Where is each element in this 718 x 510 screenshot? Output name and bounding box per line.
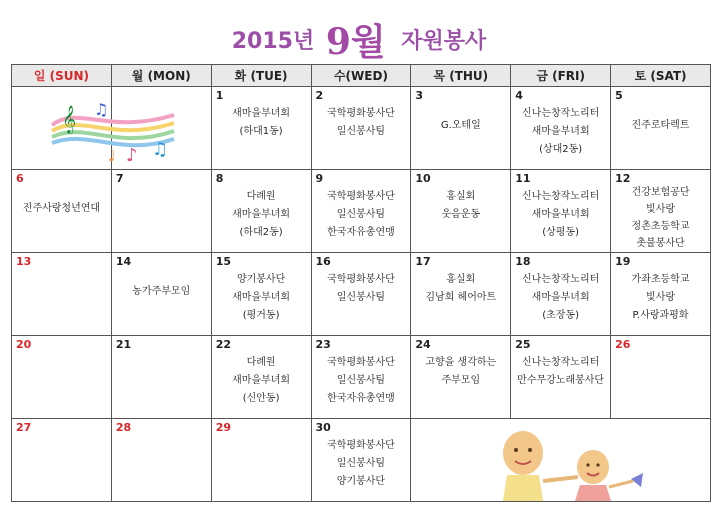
week-row [12,253,711,336]
event-item: 신나는창작노리터 [522,108,600,119]
event-item: 양기봉사단 [336,476,386,487]
day-number: 5 [615,89,623,102]
event-item: 새마을부녀회 [531,292,590,303]
day-cell[interactable] [611,253,711,336]
event-item: (평거동) [242,310,280,321]
day-events [513,188,608,242]
day-events [413,188,508,224]
day-events [114,283,209,301]
day-number: 6 [16,172,24,185]
event-item: 정촌초등학교 [631,221,690,232]
day-number: 13 [16,255,32,268]
day-number: 27 [16,421,32,434]
weekday-wed: 수(WED) [311,65,411,87]
event-item: 일신봉사팀 [336,375,386,386]
day-cell[interactable] [211,170,311,253]
event-item: (하대2동) [239,227,283,238]
weekday-sat: 토 (SAT) [611,65,711,87]
day-number: 25 [515,338,531,351]
day-events [314,437,409,491]
event-item: 홍실회 [446,191,476,202]
day-number: 23 [315,338,331,351]
day-number: 14 [115,255,132,268]
event-item: 양기봉사단 [236,274,286,285]
day-events [314,354,409,408]
day-cell[interactable] [211,253,311,336]
event-item: 농가주부모임 [132,286,191,297]
event-item: 새마을부녀회 [531,209,590,220]
day-cell[interactable] [411,170,511,253]
event-item: 다례원 [246,191,276,202]
day-cell[interactable] [111,336,211,419]
day-number: 1 [215,89,224,102]
day-number: 16 [315,255,331,268]
day-cell[interactable] [411,253,511,336]
day-cell[interactable] [511,87,611,170]
event-item: 웃음운동 [441,209,481,220]
day-number: 21 [115,338,132,351]
event-item: 빛사랑 [646,292,676,303]
weekday-fri: 금 (FRI) [511,65,611,87]
event-item: 국학평화봉사단 [327,108,395,119]
event-item: (하대1동) [239,126,283,137]
event-item: 가좌초등학교 [631,274,690,285]
day-events [613,117,708,135]
event-item: 진주사랑청년연대 [22,203,101,214]
svg-text:♫: ♫ [94,100,109,119]
week-row [12,419,711,502]
day-number: 11 [515,172,531,185]
event-item: 건강보험공단 [631,187,690,198]
day-number: 10 [415,172,431,185]
event-item: 국학평화봉사단 [327,440,395,451]
day-cell[interactable] [611,170,711,253]
day-number: 9 [315,172,324,185]
day-events [14,200,109,218]
event-item: 만수무강노래봉사단 [517,375,605,386]
day-cell[interactable] [211,336,311,419]
event-item: 진주로타렉트 [631,120,690,131]
day-events [413,271,508,307]
event-item: 국학평화봉사단 [327,357,395,368]
event-item: 일신봉사팀 [336,292,386,303]
day-events [513,105,608,159]
day-number: 19 [615,255,631,268]
day-cell[interactable] [411,336,511,419]
day-events [314,188,409,242]
event-item: 일신봉사팀 [336,126,386,137]
day-number: 8 [215,172,224,185]
event-item: 다례원 [246,357,276,368]
event-item: P.사랑과평화 [632,310,689,321]
weekday-thu: 목 (THU) [411,65,511,87]
week-row [12,87,711,170]
weekday-mon: 월 (MON) [111,65,211,87]
event-item: (신안동) [242,393,280,404]
day-cell[interactable] [611,336,711,419]
day-cell[interactable] [111,170,211,253]
event-item: (상평동) [542,227,580,238]
day-cell[interactable] [611,87,711,170]
svg-text:♩: ♩ [108,146,116,165]
event-item: 신나는창작노리터 [522,357,600,368]
event-item: 새마을부녀회 [232,209,291,220]
day-number: 24 [415,338,431,351]
day-cell[interactable] [12,253,112,336]
day-number: 7 [115,172,124,185]
event-item: 김남희 헤어아트 [425,292,497,303]
weekday-header-row [12,65,711,87]
day-number: 26 [615,338,631,351]
event-item: 홍실회 [446,274,476,285]
day-cell[interactable] [111,419,211,502]
day-number: 18 [515,255,531,268]
day-cell[interactable] [311,336,411,419]
event-item: 빛사랑 [646,204,676,215]
day-cell[interactable] [311,419,411,502]
event-item: 일신봉사팀 [336,458,386,469]
day-cell-empty [111,87,211,170]
event-item: 신나는창작노리터 [522,191,600,202]
event-item: 한국자유총연맹 [327,393,395,404]
day-number: 29 [215,421,231,434]
event-item: 새마을부녀회 [232,108,291,119]
day-events [413,117,508,135]
day-events [214,271,309,325]
event-item: 신나는창작노리터 [522,274,600,285]
day-cell[interactable] [211,419,311,502]
day-cell[interactable] [511,253,611,336]
svg-text:♪: ♪ [126,145,138,165]
calendar-title [0,14,718,63]
day-cell[interactable] [12,336,112,419]
title-year: 2015년 [231,29,315,54]
day-cell[interactable] [411,87,511,170]
day-events [413,354,508,390]
week-row [12,336,711,419]
event-item: 새마을부녀회 [531,126,590,137]
day-number: 2 [315,89,324,102]
week-row [12,170,711,253]
day-cell[interactable] [211,87,311,170]
title-month: 9월 [325,21,386,63]
event-item: 한국자유총연맹 [327,227,395,238]
day-cell-empty [12,87,169,170]
event-item: (초장동) [542,310,580,321]
event-item: 일신봉사팀 [336,209,386,220]
day-events [314,105,409,141]
day-events [513,354,608,390]
day-cell[interactable] [511,336,611,419]
day-cell-empty [411,419,711,502]
day-cell[interactable] [311,170,411,253]
day-number: 3 [415,89,424,102]
children-illustration-icon [483,423,653,503]
day-events [613,271,708,325]
svg-text:♫: ♫ [152,139,169,160]
day-events [214,354,309,408]
day-number: 20 [16,338,32,351]
day-cell[interactable] [12,170,112,253]
day-number: 4 [515,89,523,102]
event-item: 새마을부녀회 [232,292,291,303]
day-number: 17 [415,255,431,268]
day-events [314,271,409,307]
calendar-grid [11,64,711,502]
day-number: 22 [215,338,231,351]
event-item: 새마을부녀회 [232,375,291,386]
event-item: 주부모임 [441,375,481,386]
event-item: 국학평화봉사단 [327,274,395,285]
day-events [513,271,608,325]
day-events [214,105,309,141]
day-number: 15 [215,255,231,268]
day-cell[interactable] [511,170,611,253]
svg-text:𝄞: 𝄞 [62,105,77,133]
day-cell[interactable] [311,253,411,336]
event-item: (상대2동) [539,144,583,155]
day-number: 12 [615,172,631,185]
event-item: 고향을 생각하는 [425,357,497,368]
day-cell[interactable] [111,253,211,336]
day-number: 30 [315,421,331,434]
day-cell[interactable] [12,419,112,502]
title-text: 자원봉사 [401,29,487,54]
event-item: 국학평화봉사단 [327,191,395,202]
day-number: 28 [115,421,132,434]
day-cell[interactable] [311,87,411,170]
event-item: 촛불봉사단 [636,238,685,249]
weekday-sun: 일 (SUN) [12,65,112,87]
event-item: G.오테일 [440,120,481,131]
weekday-tue: 화 (TUE) [211,65,311,87]
day-events [214,188,309,242]
day-events [613,184,708,252]
